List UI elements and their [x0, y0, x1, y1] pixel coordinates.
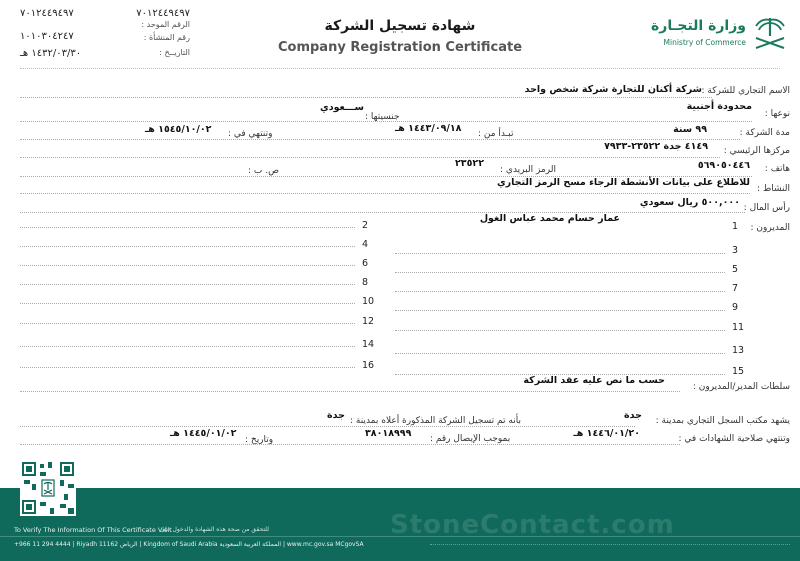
- activity-value: للاطلاع على بيانات الأنشطة الرجاء مسح الرمز التجاري: [496, 177, 750, 188]
- manager-1-name: عمار حسام محمد عباس الغول: [479, 213, 620, 224]
- type-label: نوعها :: [764, 109, 790, 119]
- cr-number-value: ١٠١٠٣٠٤٢٤٧: [20, 31, 74, 42]
- end-label: وتنتهي في :: [228, 129, 273, 139]
- postal-label: الرمز البريدي :: [500, 165, 556, 175]
- manager-number-right: 15: [732, 366, 745, 377]
- manager-number-right: 5: [732, 264, 739, 275]
- manager-number-left: 8: [362, 277, 369, 288]
- footer-band: [0, 488, 800, 561]
- contact-line: +966 11 294 4444 | Riyadh 11162 الرياض | Kingdom of Saudi Arabia المملكة العربية السعودية | www.mc.gov.sa MCgovSA: [14, 541, 364, 548]
- ministry-logo: [651, 14, 790, 54]
- date-value: ١٤٣٢/٠٣/٣٠ هـ: [20, 48, 82, 59]
- manager-line-right: [395, 253, 725, 254]
- unified-number-label: الرقم الموحد :: [141, 20, 190, 29]
- duration-label: مدة الشركة :: [739, 128, 790, 138]
- nationality-label: جنسيتها :: [365, 112, 400, 122]
- manager-line-left: [20, 284, 355, 285]
- cr-number-label: رقم المنشأة :: [143, 33, 190, 42]
- start-label: تبـدأ من :: [478, 129, 514, 139]
- capital-line: [20, 212, 745, 213]
- footer-dotted-rule: [430, 544, 790, 545]
- validity-label: وتنتهي صلاحية الشهادات في :: [678, 434, 790, 444]
- capital-value: ٥٠٠,٠٠٠ ريال سعودي: [639, 197, 740, 208]
- registered-text: بأنه تم تسجيل الشركة المذكورة أعلاه بمدينة :: [350, 416, 521, 426]
- verify-text: To Verify The Information Of This Certificate Visit: [14, 526, 172, 534]
- manager-line-left: [20, 367, 355, 368]
- registered-city: جدة: [327, 410, 345, 421]
- date-label: التاريــخ :: [159, 48, 190, 57]
- certificate-title-en: Company Registration Certificate: [277, 40, 523, 55]
- manager-line-right: [395, 310, 725, 311]
- verify-text-ar: للتحقق من صحة هذه الشهادة والدخول على: [160, 526, 269, 533]
- manager-number-left: 6: [362, 258, 369, 269]
- ministry-name-en: Ministry of Commerce: [663, 38, 746, 47]
- start-value: ١٤٤٣/٠٩/١٨ هـ: [395, 123, 462, 134]
- type-line: [20, 121, 752, 122]
- capital-label: رأس المال :: [743, 203, 790, 213]
- hq-label: مركزها الرئيسي :: [723, 146, 790, 156]
- managers-label: المديرون :: [750, 223, 790, 233]
- authority-line: [20, 391, 680, 392]
- manager-line-left: [20, 346, 355, 347]
- manager-number-right: 11: [732, 322, 745, 333]
- ref-number: ٧٠١٢٤٤٩٤٩٧: [136, 7, 190, 19]
- manager-line-right: [395, 353, 725, 354]
- postal-value: ٢٣٥٢٢: [455, 158, 484, 169]
- palm-swords-emblem-icon: [750, 14, 790, 54]
- manager-number-right: 9: [732, 302, 739, 313]
- validity-line: [20, 444, 680, 445]
- manager-number-left: 2: [362, 220, 369, 231]
- manager-number-left: 4: [362, 239, 369, 250]
- manager-line-right: [395, 272, 725, 273]
- hq-line: [20, 157, 720, 158]
- hq-value: ٤١٤٩ جدة ٢٣٥٢٢-٧٩٣٣: [604, 141, 708, 152]
- validity-value: ١٤٤٦/٠١/٢٠ هـ: [573, 428, 640, 439]
- manager-line-right: [395, 291, 725, 292]
- manager-number-right: 3: [732, 245, 739, 256]
- activity-line: [20, 193, 750, 194]
- pobox-label: ص. ب :: [248, 166, 279, 176]
- manager-number-right: 1: [732, 221, 739, 232]
- phone-label: هاتف :: [764, 164, 790, 174]
- manager-line-left: [20, 246, 355, 247]
- manager-number-left: 12: [362, 316, 375, 327]
- phone-value: ٥٦٩٠٥٠٤٤٦: [697, 160, 750, 171]
- unified-number-value: ٧٠١٢٤٤٩٤٩٧: [20, 8, 74, 19]
- watermark: StoneContact.com: [390, 510, 675, 540]
- manager-number-left: 16: [362, 360, 375, 371]
- manager-number-right: 7: [732, 283, 739, 294]
- manager-line-left: [20, 265, 355, 266]
- authority-value: حسب ما نص عليه عقد الشركة: [523, 375, 665, 386]
- ministry-name-ar: وزارة التجـارة: [651, 18, 746, 34]
- receipt-value: ٣٨٠١٨٩٩٩: [365, 428, 412, 439]
- header-divider: [20, 68, 780, 69]
- witness-line: [20, 426, 635, 427]
- manager-line-left: [20, 227, 355, 228]
- and-date-value: ١٤٤٥/٠١/٠٢ هـ: [170, 428, 237, 439]
- trade-name-label: الاسم التجاري للشركة :: [701, 86, 790, 96]
- manager-number-right: 13: [732, 345, 745, 356]
- manager-number-left: 14: [362, 339, 375, 350]
- certificate-title-ar: شهادة تسجيل الشركة: [324, 18, 476, 34]
- duration-line: [20, 139, 740, 140]
- reference-table: [20, 6, 190, 59]
- manager-line-left: [20, 323, 355, 324]
- type-value: محدودة أجنبية: [686, 101, 752, 112]
- manager-number-left: 10: [362, 296, 375, 307]
- activity-label: النشاط :: [757, 184, 790, 194]
- manager-line-right: [395, 330, 725, 331]
- receipt-label: بموجب الإيصال رقم :: [430, 434, 511, 444]
- trade-name-value: شركة أكنان للتجارة شركة شخص واحد: [524, 84, 702, 95]
- end-value: ١٥٤٥/١٠/٠٢ هـ: [145, 124, 212, 135]
- qr-code[interactable]: [20, 460, 76, 516]
- witness-city: جدة: [624, 410, 642, 421]
- qr-code-icon: [20, 460, 76, 516]
- witness-label: يشهد مكتب السجل التجاري بمدينة :: [655, 416, 790, 426]
- nationality-value: ســـعودي: [320, 102, 364, 113]
- duration-value: ٩٩ سنة: [673, 124, 707, 135]
- manager-line-left: [20, 303, 355, 304]
- trade-name-line: [20, 97, 712, 98]
- authority-label: سلطات المدير/المديرون :: [692, 382, 790, 392]
- and-date-label: وتاريخ :: [245, 435, 274, 445]
